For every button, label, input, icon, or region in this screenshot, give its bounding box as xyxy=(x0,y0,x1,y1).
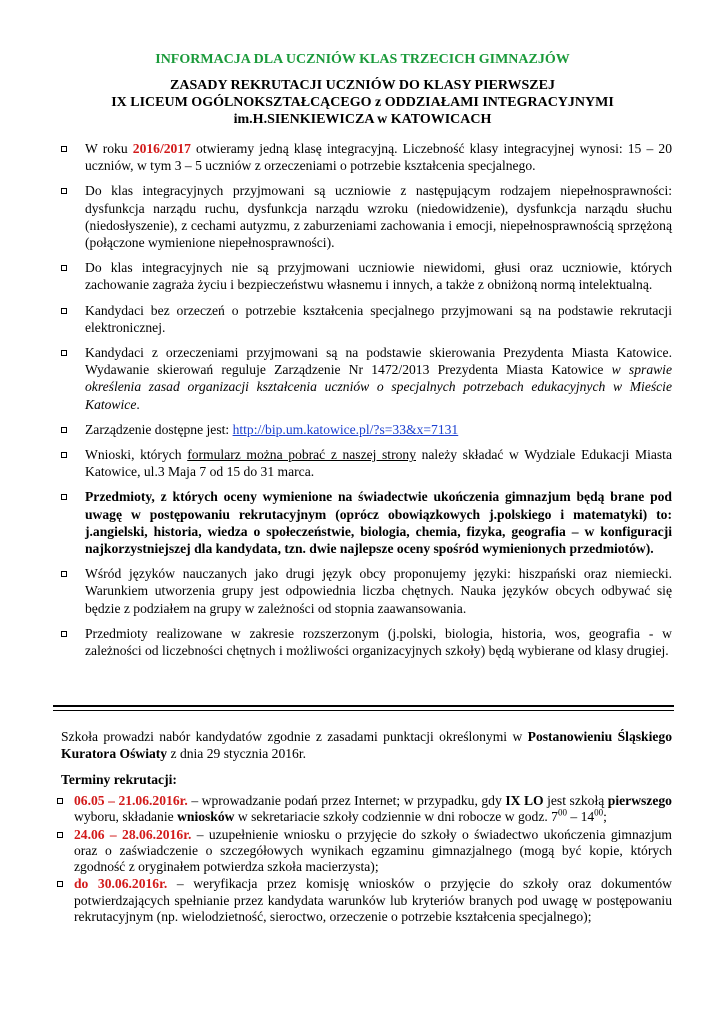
document-title xyxy=(0,77,725,128)
divider-thin xyxy=(53,710,674,711)
list-item: W roku 2016/2017 otwieramy jedną klasę integracyjną. Liczebność klasy integracyjnej wynosi: 15 – 20 uczniów, w tym 3 – 5 uczniów z orzeczeniami o potrzebie kształcenia specjalnego. xyxy=(61,140,672,174)
square-bullet-icon xyxy=(61,146,67,152)
regulation-link[interactable]: http://bip.um.katowice.pl/?s=33&x=7131 xyxy=(232,421,459,437)
list-item: Do klas integracyjnych przyjmowani są uczniowie z następującym rodzajem niepełnosprawności: dysfunkcja narządu ruchu, dysfunkcja narządu wzroku (niedowidzenie), dysfunkcja narządu słuchu (niedosłyszenie), z cechami autyzmu, z zaburzeniami zachowania i emocji, niepełnosprawnością sprzężoną (połączone wymienione niepełnosprawności). xyxy=(61,182,672,251)
list-item: do 30.06.2016r. – weryfikacja przez komisję wniosków o przyjęcie do szkoły oraz dokumentów potwierdzających spełnianie przez kandydata warunków lub kryteriów branych pod uwagę w postępowaniu rekrutacyjnym (np. wielodzietność, sieroctwo, orzeczenie o potrzebie kształcenia specjalnego); xyxy=(57,876,672,925)
list-item: 06.05 – 21.06.2016r. – wprowadzanie podań przez Internet; w przypadku, gdy IX LO jest szkołą pierwszego wyboru, składanie wniosków w sekretariacie szkoły codziennie w dni robocze w godz. $7^{00} - 14^{00}$; xyxy=(57,793,672,826)
square-bullet-icon xyxy=(57,798,63,804)
square-bullet-icon xyxy=(61,350,67,356)
list-item: Kandydaci bez orzeczeń o potrzebie kształcenia specjalnego przyjmowani są na podstawie rekrutacji elektronicznej. xyxy=(61,302,672,336)
list-item: Zarządzenie dostępne jest: http://bip.um.katowice.pl/?s=33&x=7131 xyxy=(61,421,672,438)
square-bullet-icon xyxy=(57,832,63,838)
square-bullet-icon xyxy=(61,308,67,314)
list-item: 24.06 – 28.06.2016r. – uzupełnienie wniosku o przyjęcie do szkoły o świadectwo ukończenia gimnazjum oraz o zaświadczenie o szczegółowych wynikach egzaminu gimnazjalnego (mogą być kopie, których zgodność z oryginałem potwierdza szkoła macierzysta); xyxy=(57,827,672,876)
list-item: Wnioski, których formularz można pobrać z naszej strony należy składać w Wydziale Edukacji Miasta Katowice, ul.3 Maja 7 od 15 do 31 marca. xyxy=(61,446,672,480)
title-line-1: ZASADY REKRUTACJI UCZNIÓW DO KLASY PIERWSZEJ xyxy=(170,78,555,93)
square-bullet-icon xyxy=(61,427,67,433)
square-bullet-icon xyxy=(61,494,67,500)
info-list xyxy=(61,140,672,667)
square-bullet-icon xyxy=(61,452,67,458)
green-heading: INFORMACJA DLA UCZNIÓW KLAS TRZECICH GIMNAZJÓW xyxy=(155,52,570,67)
divider-thick xyxy=(53,705,674,707)
list-item: Do klas integracyjnych nie są przyjmowani uczniowie niewidomi, głusi oraz uczniowie, których zachowanie zagraża życiu i bezpieczeństwu własnemu i innych, a także z obniżoną normą intelektualną. xyxy=(61,259,672,293)
terms-heading: Terminy rekrutacji: xyxy=(61,772,177,787)
square-bullet-icon xyxy=(61,631,67,637)
school-year: 2016/2017 xyxy=(132,141,191,156)
list-item: Wśród języków nauczanych jako drugi język obcy proponujemy języki: hiszpański oraz niemiecki. Warunkiem utworzenia grupy jest odpowiednia liczba chętnych. Nauka języków obcych odbywać się będzie z podziałem na grupy w zależności od stopnia zaawansowania. xyxy=(61,565,672,617)
square-bullet-icon xyxy=(61,571,67,577)
list-item: Przedmioty, z których oceny wymienione na świadectwie ukończenia gimnazjum będą brane pod uwagę w postępowaniu rekrutacyjnym (oprócz obowiązkowych j.polskiego i matematyki) to: j.angielski, historia, wiedza o społeczeństwie, biologia, chemia, fizyka, geografia – w konfiguracji najkorzystniejszej dla kandydata, tzn. dwie najlepsze oceny spośród wymienionych przedmiotów). xyxy=(61,488,672,557)
square-bullet-icon xyxy=(57,881,63,887)
title-line-3: im.H.SIENKIEWICZA w KATOWICACH xyxy=(233,112,492,127)
intro-paragraph: Szkoła prowadzi nabór kandydatów zgodnie z zasadami punktacji określonymi w Postanowieniu Śląskiego Kuratora Oświaty z dnia 29 stycznia 2016r. xyxy=(61,729,672,762)
list-item: Przedmioty realizowane w zakresie rozszerzonym (j.polski, biologia, historia, wos, geografia - w zależności od liczebności chętnych i możliwości organizacyjnych szkoły) będą wybierane od klasy drugiej. xyxy=(61,625,672,659)
title-line-2: IX LICEUM OGÓLNOKSZTAŁCĄCEGO z ODDZIAŁAMI INTEGRACYJNYMI xyxy=(111,95,614,110)
square-bullet-icon xyxy=(61,188,67,194)
form-download-link[interactable]: formularz można pobrać z naszej strony xyxy=(187,447,416,463)
list-item: Kandydaci z orzeczeniami przyjmowani są na podstawie skierowania Prezydenta Miasta Katowice. Wydawanie skierowań reguluje Zarządzenie Nr 1472/2013 Prezydenta Miasta Katowice w sprawie określenia zasad organizacji kształcenia uczniów o specjalnych potrzebach edukacyjnych w Mieście Katowice. xyxy=(61,344,672,413)
square-bullet-icon xyxy=(61,265,67,271)
terms-list xyxy=(57,793,672,926)
